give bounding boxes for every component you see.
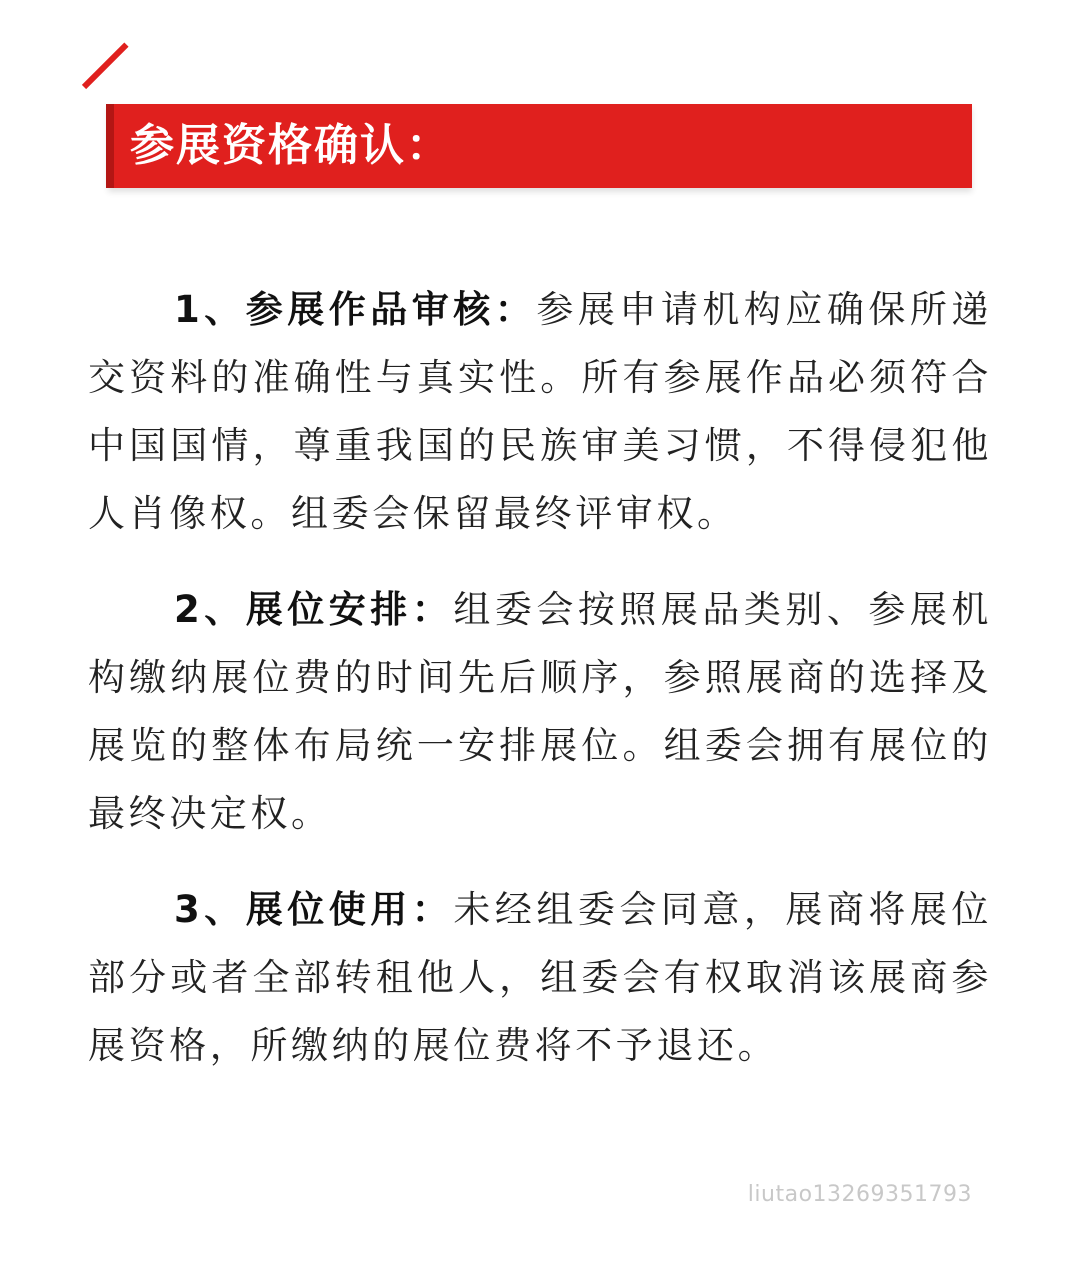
section-1: [88, 276, 992, 548]
section-3-heading: 展位使用：: [245, 888, 454, 931]
page-title: 参展资格确认：: [130, 120, 452, 171]
title-accent-slash: [82, 42, 129, 89]
section-1-heading: 参展作品审核：: [245, 288, 537, 331]
section-2-number: 2、: [174, 588, 246, 631]
section-3-number: 3、: [174, 888, 246, 931]
section-3: [88, 876, 992, 1080]
section-1-body: 参展申请机构应确保所递交资料的准确性与真实性。所有参展作品必须符合中国国情，尊重我国的民族审美习惯，不得侵犯他人肖像权。组委会保留最终评审权。: [88, 288, 992, 535]
section-1-number: 1、: [174, 288, 246, 331]
section-2-body: 组委会按照展品类别、参展机构缴纳展位费的时间先后顺序，参照展商的选择及展览的整体布局统一安排展位。组委会拥有展位的最终决定权。: [88, 588, 992, 835]
title-banner-edge: [106, 104, 114, 188]
watermark: liutao13269351793: [747, 1182, 972, 1207]
section-2-heading: 展位安排：: [245, 588, 454, 631]
document-body: [88, 276, 992, 1108]
section-3-body: 未经组委会同意，展商将展位部分或者全部转租他人，组委会有权取消该展商参展资格，所缴纳的展位费将不予退还。: [88, 888, 992, 1067]
section-2: [88, 576, 992, 848]
